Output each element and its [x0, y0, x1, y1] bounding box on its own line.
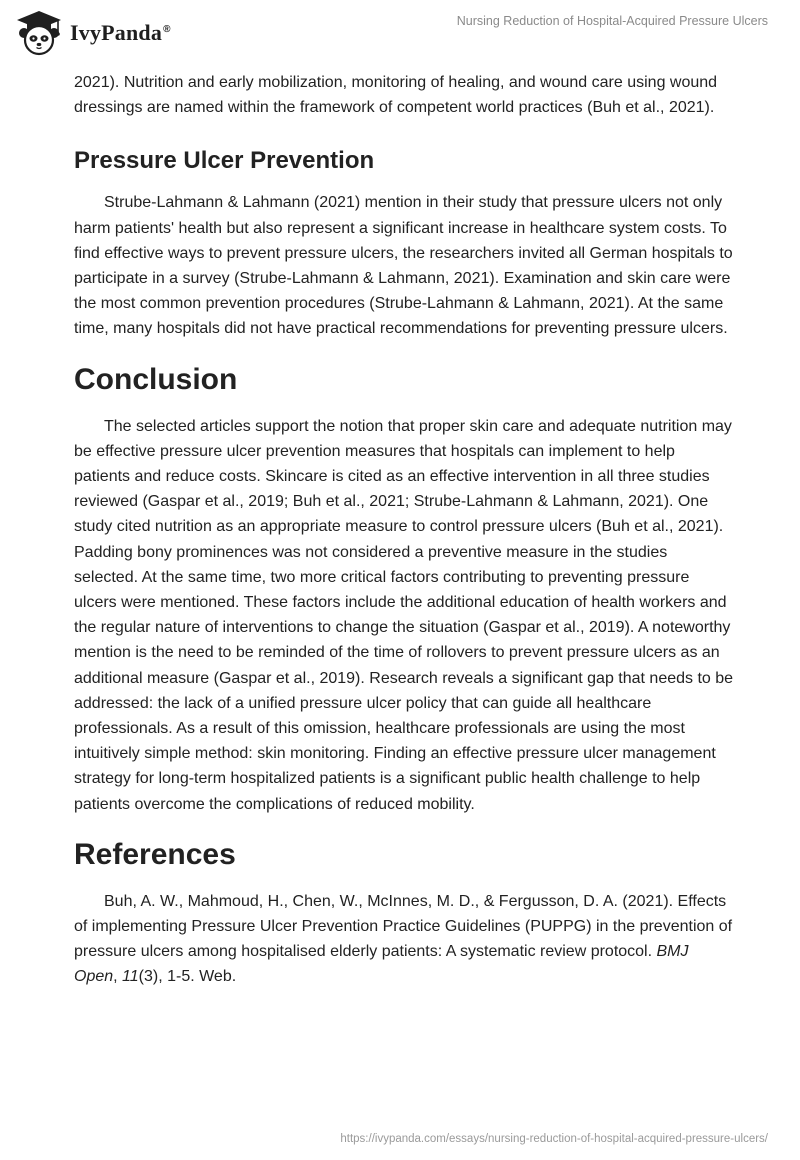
- page-header: [0, 0, 800, 70]
- journal-volume: 11: [122, 968, 139, 986]
- section-heading-references: References: [74, 837, 236, 871]
- section-heading-prevention: Pressure Ulcer Prevention: [74, 147, 375, 175]
- source-url[interactable]: https://ivypanda.com/essays/nursing-reduction-of-hospital-acquired-pressure-ulcers/: [340, 1133, 768, 1145]
- reference-entry: Buh, A. W., Mahmoud, H., Chen, W., McInnes, M. D., & Fergusson, D. A. (2021). Effects of implementing Pressure Ulcer Prevention Practice Guidelines (PUPPG) in the prevention of pressure ulcers among hospitalised elderly patients: A systematic review protocol. BMJ Open, 11(3), 1-5. Web.: [74, 892, 733, 986]
- panda-graduate-icon: [14, 9, 64, 57]
- brand-name: IvyPanda®: [70, 20, 171, 45]
- essay-content: [74, 70, 734, 990]
- running-title: Nursing Reduction of Hospital-Acquired Pressure Ulcers: [456, 14, 768, 28]
- brand-logo[interactable]: [14, 9, 171, 57]
- section-heading-conclusion: Conclusion: [74, 362, 238, 396]
- conclusion-paragraph: The selected articles support the notion that proper skin care and adequate nutrition may be effective pressure ulcer prevention measures that hospitals can implement to help patients and reduce costs. Skincare is cited as an effective intervention in all three studies reviewed (Gaspar et al., 2019; Buh et al., 2021; Strube-Lahmann & Lahmann, 2021). One study cited nutrition as an appropriate measure to control pressure ulcers (Buh et al., 2021). Padding bony prominences was not considered a preventive measure in the studies selected. At the same time, two more critical factors contributing to preventing pressure ulcers were mentioned. These factors include the additional education of health workers and the regular nature of interventions to change the situation (Gaspar et al., 2019). A noteworthy mention is the need to be reminded of the time of rollovers to prevent pressure ulcers as an additional measure (Gaspar et al., 2019). Research reveals a significant gap that needs to be addressed: the lack of a unified pressure ulcer policy that can guide all healthcare professionals. As a result of this omission, healthcare professionals are using the most intuitively simple method: skin monitoring. Finding an effective pressure ulcer management strategy for long-term hospitalized patients is a significant public health challenge to help patients overcome the complications of reduced mobility.: [74, 417, 734, 813]
- prevention-paragraph: Strube-Lahmann & Lahmann (2021) mention in their study that pressure ulcers not only harm patients' health but also represent a significant increase in healthcare system costs. To find effective ways to prevent pressure ulcers, the researchers invited all German hospitals to participate in a survey (Strube-Lahmann & Lahmann, 2021). Examination and skin care were the most common prevention procedures (Strube-Lahmann & Lahmann, 2021). At the same time, many hospitals did not have practical recommendations for preventing pressure ulcers.: [74, 194, 733, 338]
- journal-title: BMJ Open: [74, 943, 689, 986]
- intro-paragraph: 2021). Nutrition and early mobilization, monitoring of healing, and wound care using wound dressings are named within the framework of competent world practices (Buh et al., 2021).: [74, 74, 718, 117]
